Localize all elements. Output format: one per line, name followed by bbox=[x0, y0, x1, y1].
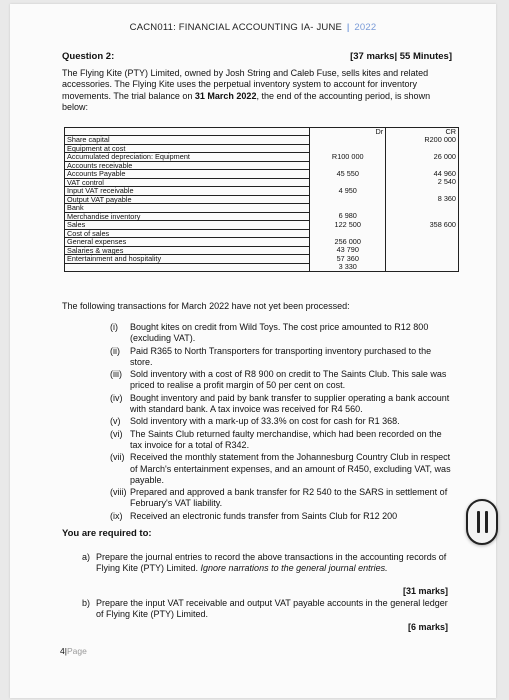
table-row bbox=[65, 195, 459, 204]
transaction-text: Received an electronic funds transfer from Saints Club for R12 200 bbox=[130, 510, 398, 521]
transaction-item bbox=[110, 369, 454, 392]
intro-date: 31 March 2022 bbox=[194, 90, 257, 101]
account-name: Share capital bbox=[65, 136, 310, 145]
debit-amount: 43 790 bbox=[310, 246, 386, 255]
debit-amount: 122 500 bbox=[310, 221, 386, 230]
table-row bbox=[65, 212, 459, 221]
credit-amount: 2 540 bbox=[386, 178, 459, 187]
transaction-item bbox=[110, 322, 454, 345]
requirement-b-marks: [6 marks] bbox=[407, 622, 448, 632]
cr-header: CR bbox=[386, 128, 459, 136]
account-name: Input VAT receivable bbox=[65, 187, 310, 196]
transaction-item bbox=[110, 452, 454, 486]
document-page bbox=[10, 4, 496, 698]
required-heading: You are required to: bbox=[62, 528, 152, 539]
header-year: 2022 bbox=[354, 22, 377, 33]
debit-amount: 57 360 bbox=[310, 255, 386, 264]
transaction-item bbox=[110, 429, 454, 452]
page-footer: 4|Page bbox=[60, 646, 87, 656]
account-name: Equipment at cost bbox=[65, 144, 310, 153]
account-name: Output VAT payable bbox=[65, 195, 310, 204]
transaction-text: Bought kites on credit from Wild Toys. The cost price amounted to R12 800 (excluding VAT). bbox=[130, 322, 429, 344]
credit-amount bbox=[386, 204, 459, 213]
requirement-a-marks: [31 marks] bbox=[402, 586, 448, 596]
page-header bbox=[10, 22, 496, 33]
transaction-number: (viii) bbox=[110, 487, 127, 498]
debit-amount: 3 330 bbox=[310, 263, 386, 271]
account-name: Accounts receivable bbox=[65, 161, 310, 170]
header-separator: | bbox=[346, 22, 350, 33]
account-name: Salaries & wages bbox=[65, 246, 310, 255]
credit-amount: 26 000 bbox=[386, 153, 459, 162]
requirement-a: a) Prepare the journal entries to record the above transactions in the accounting records of Flying Kite (PTY) Limited. Ignore narrations to the general journal entries. bbox=[82, 552, 447, 574]
transaction-number: (iv) bbox=[110, 392, 123, 403]
question-heading bbox=[62, 51, 452, 62]
credit-amount bbox=[386, 246, 459, 255]
table-row bbox=[65, 238, 459, 247]
credit-amount: 358 600 bbox=[386, 221, 459, 230]
table-row bbox=[65, 153, 459, 162]
transaction-number: (vi) bbox=[110, 428, 123, 439]
table-row bbox=[65, 221, 459, 230]
table-row bbox=[65, 136, 459, 145]
page-word: Page bbox=[66, 646, 87, 656]
credit-amount: 8 360 bbox=[386, 195, 459, 204]
transaction-item bbox=[110, 393, 454, 416]
table-row bbox=[65, 170, 459, 179]
scroll-handle-icon[interactable] bbox=[466, 499, 498, 545]
debit-amount: 45 550 bbox=[310, 170, 386, 179]
transaction-number: (v) bbox=[110, 416, 121, 427]
account-name: Accounts Payable bbox=[65, 170, 310, 179]
debit-amount: 4 950 bbox=[310, 187, 386, 196]
credit-amount: 44 960 bbox=[386, 170, 459, 179]
transaction-item bbox=[110, 487, 454, 510]
debit-amount: 6 980 bbox=[310, 212, 386, 221]
account-name: Bank bbox=[65, 204, 310, 213]
account-name: Cost of sales bbox=[65, 229, 310, 238]
transaction-text: The Saints Club returned faulty merchandise, which had been recorded on the tax invoice for a total of R342. bbox=[130, 428, 442, 450]
debit-amount bbox=[310, 136, 386, 145]
debit-amount: R100 000 bbox=[310, 153, 386, 162]
dr-header: Dr bbox=[310, 128, 386, 136]
requirement-b: b) Prepare the input VAT receivable and output VAT payable accounts in the general ledger of Flying Kite (PTY) Limited. bbox=[82, 598, 448, 620]
credit-amount bbox=[386, 255, 459, 264]
transaction-text: Prepared and approved a bank transfer for R2 540 to the SARS in settlement of February's VAT liability. bbox=[130, 487, 448, 509]
transaction-text: Sold inventory with a cost of R8 900 on credit to The Saints Club. This sale was priced to realise a profit margin of 50 per cent on cost. bbox=[130, 369, 447, 391]
transaction-text: Received the monthly statement from the Johannesburg Country Club in respect of March's entertainment expenses, and an amount of R450, excluding VAT, was payable. bbox=[130, 452, 451, 485]
account-name: VAT control bbox=[65, 178, 310, 187]
credit-amount bbox=[386, 238, 459, 247]
table-row bbox=[65, 204, 459, 213]
transaction-number: (ix) bbox=[110, 510, 123, 521]
transaction-number: (vii) bbox=[110, 452, 125, 463]
debit-amount bbox=[310, 195, 386, 204]
question-marks: [37 marks| 55 Minutes] bbox=[350, 51, 452, 62]
transactions-intro: The following transactions for March 2022 have not yet been processed: bbox=[62, 301, 350, 311]
question-title: Question 2: bbox=[62, 51, 115, 62]
transaction-text: Paid R365 to North Transporters for transporting inventory purchased to the store. bbox=[130, 345, 432, 367]
table-header-row bbox=[65, 128, 459, 136]
account-name: Accumulated depreciation: Equipment bbox=[65, 153, 310, 162]
account-name: General expenses bbox=[65, 238, 310, 247]
page-number: 4 bbox=[60, 646, 65, 656]
course-title: CACN011: FINANCIAL ACCOUNTING IA- JUNE bbox=[129, 22, 343, 33]
table-row bbox=[65, 187, 459, 196]
transaction-item bbox=[110, 416, 454, 427]
transaction-item bbox=[110, 346, 454, 369]
transaction-text: Bought inventory and paid by bank transfer to supplier operating a bank account with standard bank. A tax invoice was received for R4 560. bbox=[130, 392, 450, 415]
account-name: Entertainment and hospitality bbox=[65, 255, 310, 264]
transaction-item bbox=[110, 511, 454, 522]
transaction-number: (iii) bbox=[110, 369, 122, 380]
account-name: Sales bbox=[65, 221, 310, 230]
table-row bbox=[65, 263, 459, 271]
trial-balance-table bbox=[64, 127, 459, 272]
account-name: Merchandise inventory bbox=[65, 212, 310, 221]
question-intro: The Flying Kite (PTY) Limited, owned by Josh String and Caleb Fuse, sells kites and related accessories. The Flying Kite uses the perpetual inventory system to account for inventory movements. The trial balance on 31 March 2022, the end of the accounting period, is shown below: bbox=[62, 68, 431, 112]
table-row bbox=[65, 255, 459, 264]
transaction-number: (i) bbox=[110, 322, 118, 332]
credit-amount bbox=[386, 229, 459, 238]
transactions-list bbox=[110, 322, 454, 523]
debit-amount: 256 000 bbox=[310, 238, 386, 247]
credit-amount: R200 000 bbox=[386, 136, 459, 145]
transaction-text: Sold inventory with a mark-up of 33.3% on cost for cash for R1 368. bbox=[130, 416, 400, 427]
transaction-number: (ii) bbox=[110, 345, 120, 356]
